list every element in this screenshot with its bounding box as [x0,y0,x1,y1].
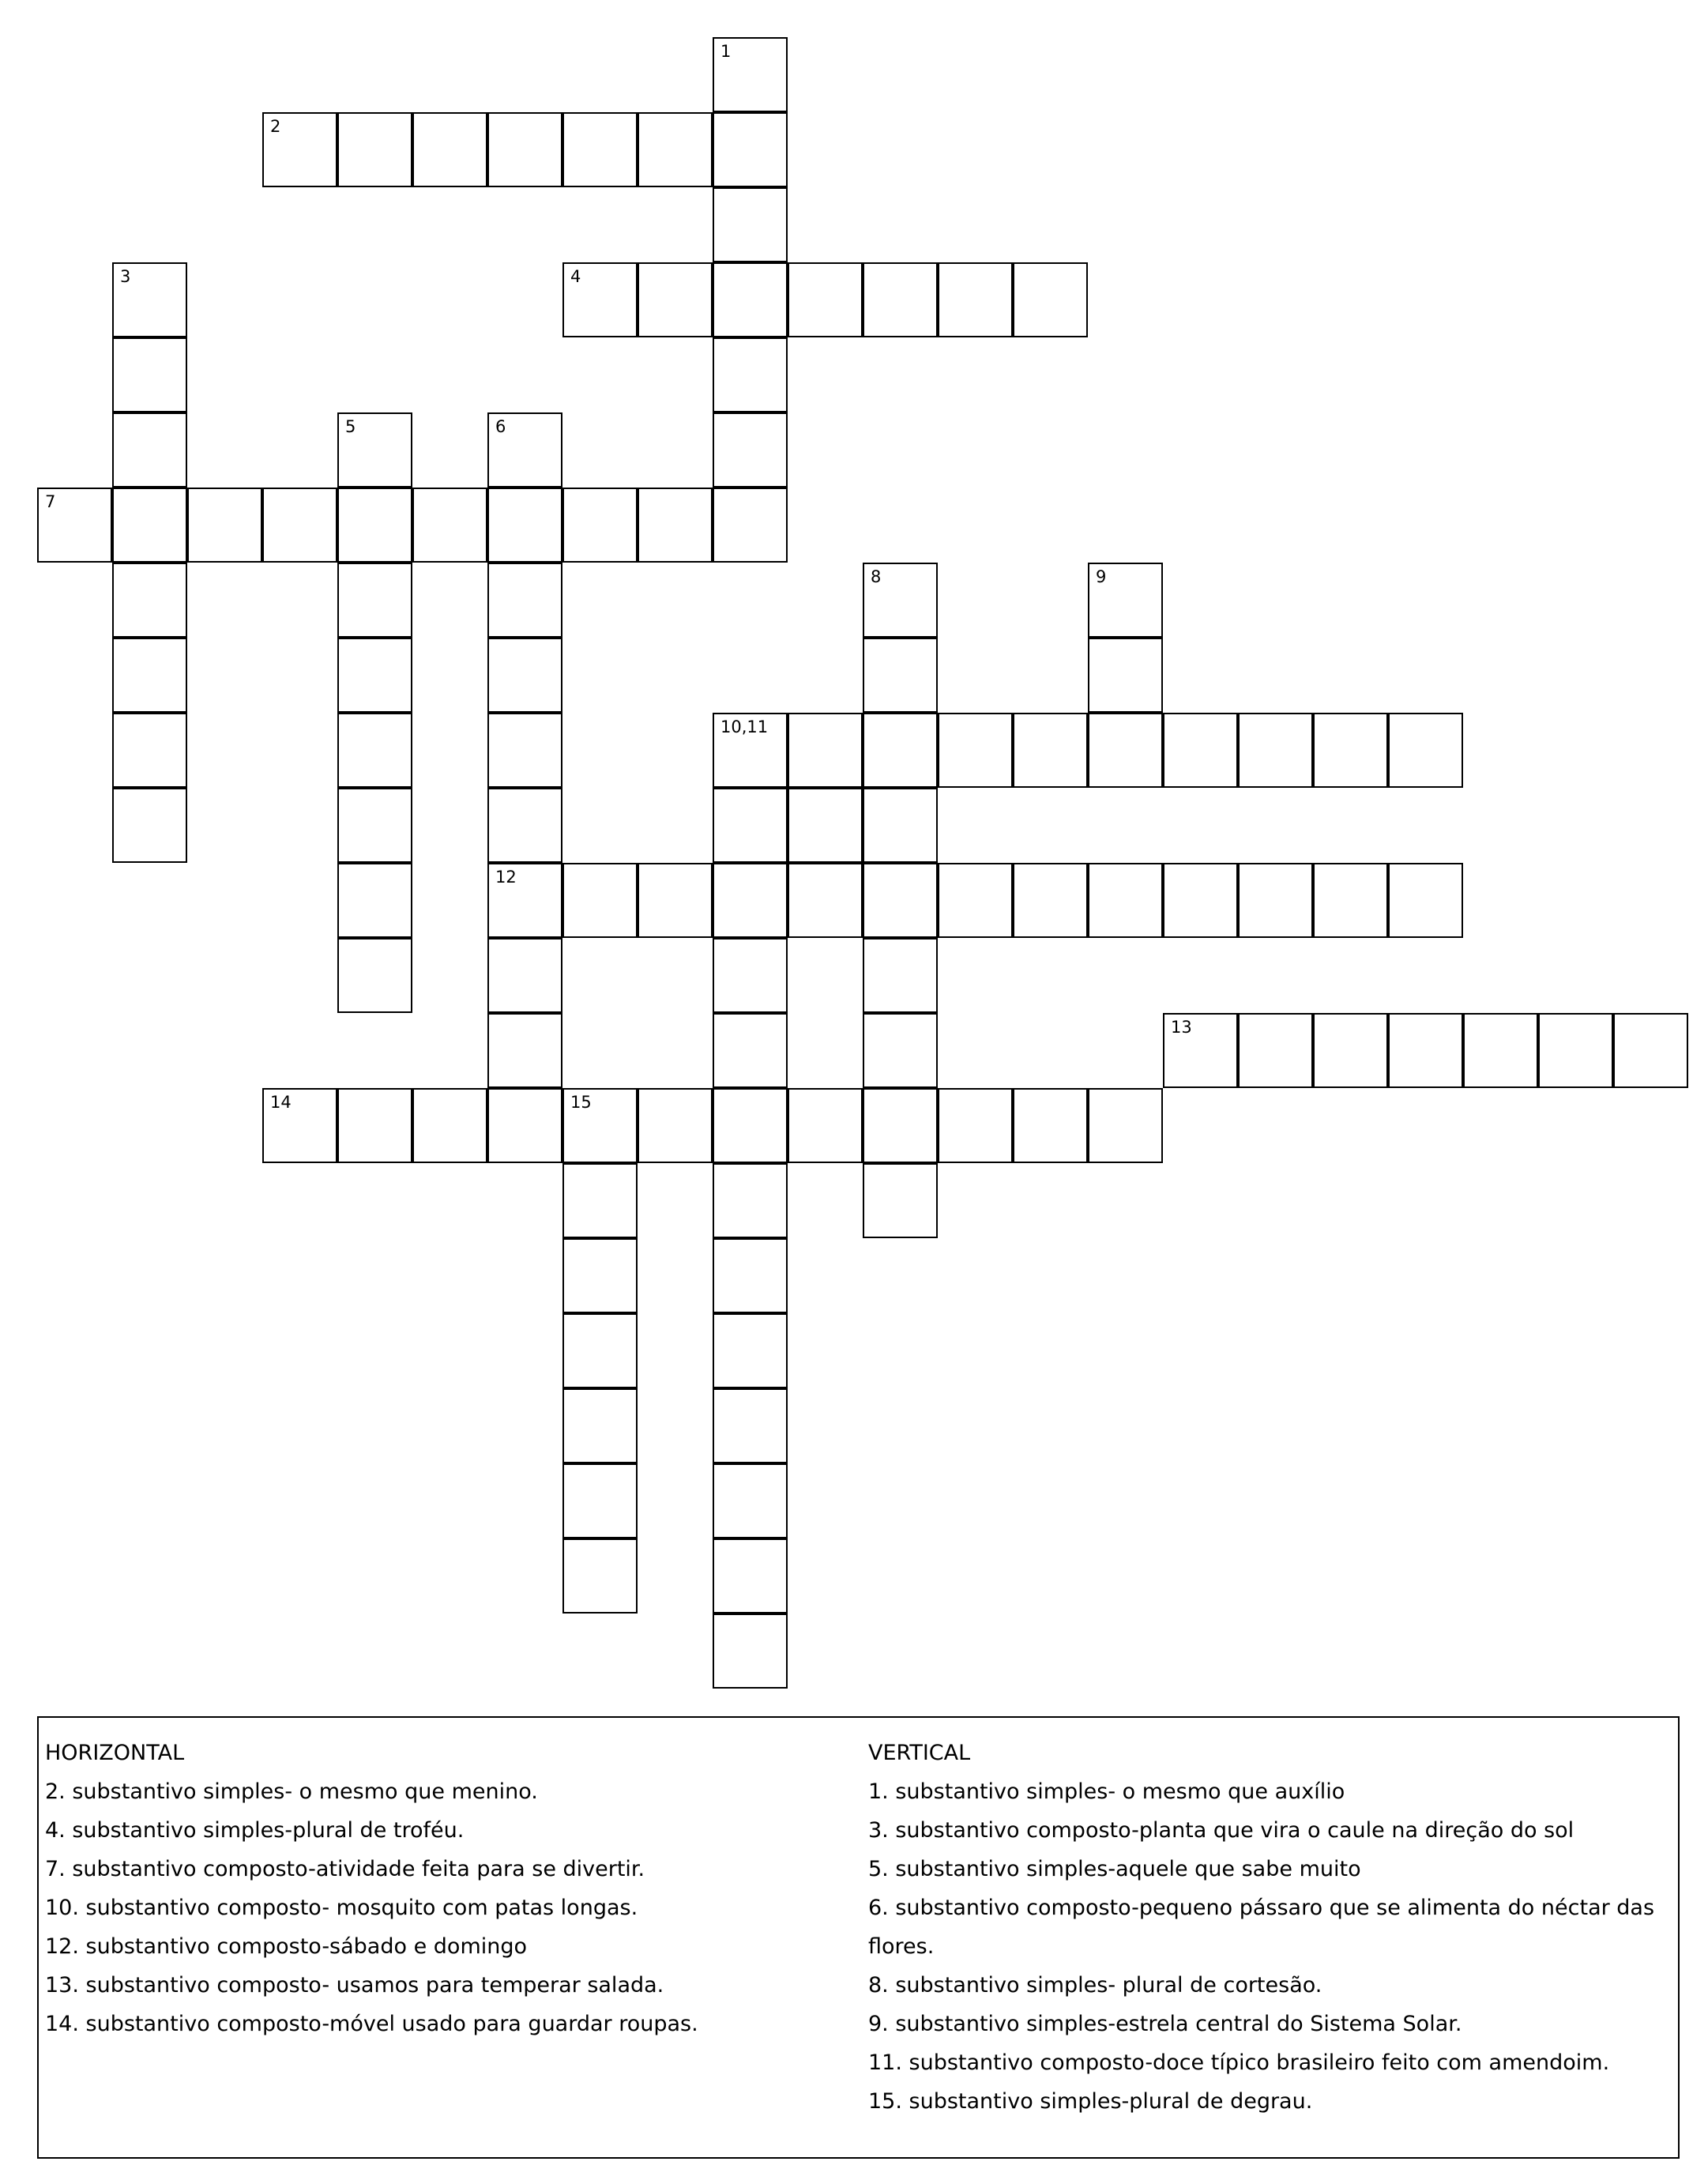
crossword-cell[interactable] [487,488,562,563]
crossword-cell[interactable] [562,1463,638,1538]
crossword-cell[interactable] [562,262,638,337]
clue-number: 4 [570,267,581,286]
crossword-cell[interactable] [112,788,187,863]
crossword-cell[interactable] [112,262,187,337]
clue-number: 2 [270,117,281,136]
crossword-cell[interactable] [112,713,187,788]
crossword-cell[interactable] [337,938,412,1013]
crossword-cell[interactable] [863,563,938,638]
crossword-cell[interactable] [713,938,788,1013]
crossword-cell[interactable] [337,863,412,938]
crossword-cell[interactable] [262,1088,337,1163]
crossword-cell[interactable] [1088,863,1163,938]
clue-item: 11. substantivo composto-doce típico brasileiro feito com amendoim. [868,2050,1610,2075]
crossword-cell[interactable] [938,713,1013,788]
crossword-cell[interactable] [1163,863,1238,938]
crossword-cell[interactable] [938,863,1013,938]
clue-item: 10. substantivo composto- mosquito com patas longas. [45,1896,638,1920]
crossword-cell[interactable] [112,638,187,713]
vertical-title: VERTICAL [868,1741,971,1765]
crossword-cell[interactable] [863,788,938,863]
crossword-cell[interactable] [1613,1013,1688,1088]
clue-number: 5 [345,417,356,436]
clue-number: 9 [1096,567,1107,586]
clue-item: 15. substantivo simples-plural de degrau. [868,2089,1313,2114]
crossword-cell[interactable] [412,1088,487,1163]
crossword-cell[interactable] [337,412,412,488]
crossword-cell[interactable] [562,112,638,187]
crossword-cell[interactable] [713,412,788,488]
clue-number: 6 [495,417,506,436]
crossword-cell[interactable] [1163,713,1238,788]
crossword-cell[interactable] [938,262,1013,337]
clue-number: 13 [1171,1018,1192,1037]
clue-item: 9. substantivo simples-estrela central do Sistema Solar. [868,2012,1462,2036]
crossword-cell[interactable] [788,1088,863,1163]
crossword-cell[interactable] [638,112,713,187]
clue-item: 8. substantivo simples- plural de cortesão. [868,1973,1322,1998]
crossword-cell[interactable] [713,1388,788,1463]
crossword-cell[interactable] [1538,1013,1613,1088]
crossword-cell[interactable] [788,713,863,788]
crossword-cell[interactable] [1313,713,1388,788]
crossword-cell[interactable] [713,1463,788,1538]
crossword-cell[interactable] [1388,863,1463,938]
crossword-cell[interactable] [863,713,938,788]
crossword-cell[interactable] [713,488,788,563]
crossword-cell[interactable] [487,563,562,638]
crossword-cell[interactable] [337,713,412,788]
crossword-cell[interactable] [1013,863,1088,938]
crossword-cell[interactable] [37,488,112,563]
clue-item: 2. substantivo simples- o mesmo que menino. [45,1779,538,1804]
crossword-cell[interactable] [562,488,638,563]
crossword-cell[interactable] [1313,1013,1388,1088]
clue-item: 14. substantivo composto-móvel usado para guardar roupas. [45,2012,698,2036]
crossword-cell[interactable] [638,863,713,938]
crossword-cell[interactable] [337,488,412,563]
crossword-cell[interactable] [487,638,562,713]
crossword-cell[interactable] [713,262,788,337]
crossword-cell[interactable] [1238,713,1313,788]
crossword-cell[interactable] [412,488,487,563]
crossword-cell[interactable] [112,337,187,412]
clue-item: 3. substantivo composto-planta que vira o caule na direção do sol [868,1818,1574,1843]
crossword-cell[interactable] [1013,1088,1088,1163]
crossword-cell[interactable] [713,37,788,112]
crossword-cell[interactable] [713,1313,788,1388]
crossword-cell[interactable] [788,863,863,938]
crossword-cell[interactable] [1088,1088,1163,1163]
clues-box [37,1716,1680,2159]
crossword-cell[interactable] [112,563,187,638]
clue-item: 12. substantivo composto-sábado e domingo [45,1934,528,1959]
crossword-cell[interactable] [788,262,863,337]
crossword-cell[interactable] [713,187,788,262]
crossword-cell[interactable] [1088,713,1163,788]
crossword-cell[interactable] [788,788,863,863]
crossword-cell[interactable] [562,1313,638,1388]
clue-item: 4. substantivo simples-plural de troféu. [45,1818,465,1843]
crossword-cell[interactable] [1388,1013,1463,1088]
clue-number: 12 [495,868,517,887]
crossword-cell[interactable] [713,112,788,187]
crossword-cell[interactable] [112,488,187,563]
crossword-cell[interactable] [713,713,788,788]
crossword-cell[interactable] [562,1388,638,1463]
clue-item: 1. substantivo simples- o mesmo que auxílio [868,1779,1345,1804]
crossword-cell[interactable] [487,863,562,938]
clue-number: 14 [270,1093,292,1112]
crossword-cell[interactable] [863,262,938,337]
crossword-cell[interactable] [487,412,562,488]
crossword-cell[interactable] [713,1238,788,1313]
crossword-cell[interactable] [487,788,562,863]
crossword-cell[interactable] [262,488,337,563]
horizontal-clues [45,1734,851,2043]
clue-item: 6. substantivo composto-pequeno pássaro que se alimenta do néctar das [868,1896,1655,1920]
crossword-cell[interactable] [713,863,788,938]
crossword-cell[interactable] [1238,863,1313,938]
crossword-cell[interactable] [713,1538,788,1614]
crossword-cell[interactable] [1088,563,1163,638]
clue-item: 5. substantivo simples-aquele que sabe muito [868,1857,1361,1881]
crossword-cell[interactable] [487,938,562,1013]
crossword-cell[interactable] [412,112,487,187]
crossword-cell[interactable] [337,563,412,638]
crossword-cell[interactable] [337,788,412,863]
crossword-cell[interactable] [1388,713,1463,788]
crossword-cell[interactable] [487,713,562,788]
crossword-cell[interactable] [1163,1013,1238,1088]
crossword-cell[interactable] [638,1088,713,1163]
clue-item: 13. substantivo composto- usamos para temperar salada. [45,1973,664,1998]
horizontal-title: HORIZONTAL [45,1741,185,1765]
crossword-cell[interactable] [1238,1013,1313,1088]
crossword-cell[interactable] [863,1163,938,1238]
crossword-cell[interactable] [713,1614,788,1689]
crossword-cell[interactable] [337,638,412,713]
clue-number: 7 [45,492,56,511]
crossword-cell[interactable] [337,1088,412,1163]
crossword-cell[interactable] [262,112,337,187]
crossword-cell[interactable] [1463,1013,1538,1088]
crossword-cell[interactable] [938,1088,1013,1163]
crossword-cell[interactable] [713,337,788,412]
clue-number: 15 [570,1093,592,1112]
crossword-cell[interactable] [487,1088,562,1163]
crossword-cell[interactable] [638,488,713,563]
crossword-cell[interactable] [638,262,713,337]
crossword-cell[interactable] [713,788,788,863]
crossword-cell[interactable] [487,1013,562,1088]
crossword-cell[interactable] [562,1238,638,1313]
clue-item: flores. [868,1934,935,1959]
crossword-cell[interactable] [562,1163,638,1238]
crossword-cell[interactable] [487,112,562,187]
crossword-cell[interactable] [1088,638,1163,713]
crossword-cell[interactable] [187,488,262,563]
crossword-cell[interactable] [863,938,938,1013]
crossword-cell[interactable] [562,1538,638,1614]
clue-number: 3 [120,267,131,286]
crossword-cell[interactable] [112,412,187,488]
crossword-cell[interactable] [863,1013,938,1088]
crossword-cell[interactable] [863,1088,938,1163]
crossword-cell[interactable] [1313,863,1388,938]
crossword-cell[interactable] [713,1013,788,1088]
clue-number: 1 [720,42,732,61]
crossword-cell[interactable] [1013,262,1088,337]
crossword-cell[interactable] [863,638,938,713]
clue-number: 10,11 [720,717,769,736]
crossword-cell[interactable] [562,863,638,938]
crossword-cell[interactable] [863,863,938,938]
crossword-cell[interactable] [713,1163,788,1238]
clue-item: 7. substantivo composto-atividade feita para se divertir. [45,1857,645,1881]
crossword-cell[interactable] [337,112,412,187]
clue-number: 8 [871,567,882,586]
crossword-cell[interactable] [562,1088,638,1163]
crossword-cell[interactable] [713,1088,788,1163]
vertical-clues [868,1734,1658,2121]
crossword-cell[interactable] [1013,713,1088,788]
